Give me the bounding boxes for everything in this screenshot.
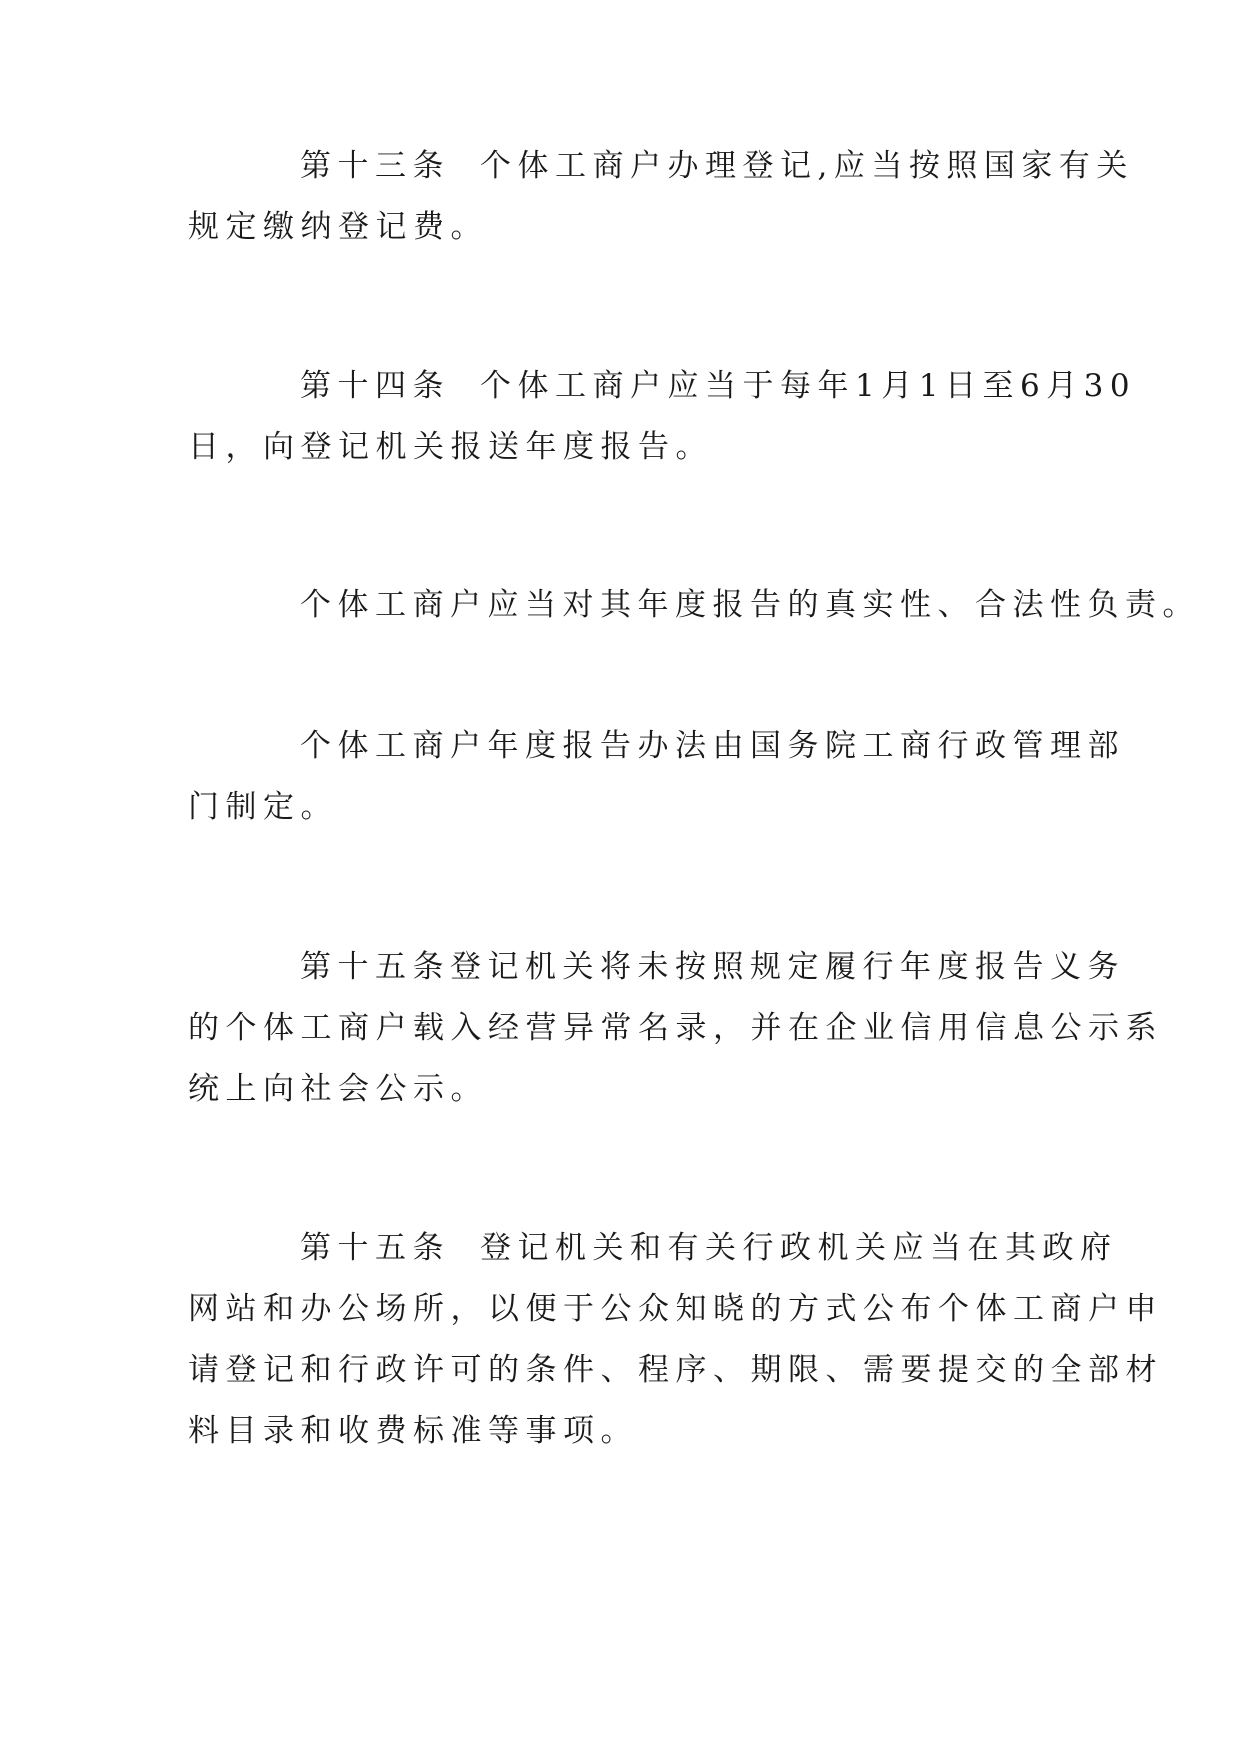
paragraph-text: 个体工商户办理登记,应当按照国家有关 <box>480 148 1134 184</box>
paragraph-article-13 <box>188 136 1134 258</box>
article-number: 第十四条 <box>300 368 450 404</box>
paragraph-article-15-public-notice <box>188 1218 1163 1462</box>
paragraph-line: 网站和办公场所，以便于公众知晓的方式公布个体工商户申 <box>188 1291 1163 1327</box>
paragraph-line: 请登记和行政许可的条件、程序、期限、需要提交的全部材 <box>188 1352 1163 1388</box>
paragraph-article-14 <box>188 356 1137 478</box>
paragraph-line: 第十五条登记机关将未按照规定履行年度报告义务 <box>300 949 1125 985</box>
paragraph-line <box>188 356 1137 417</box>
paragraph-text: 个体工商户应当于每年1月1日至6月30 <box>480 368 1137 404</box>
paragraph-line: 个体工商户年度报告办法由国务院工商行政管理部 <box>300 728 1125 764</box>
paragraph-article-15-abnormal-list <box>188 937 1163 1120</box>
paragraph-line: 个体工商户应当对其年度报告的真实性、合法性负责。 <box>300 587 1200 623</box>
article-number: 第十五条 <box>300 1230 450 1266</box>
paragraph-line: 的个体工商户载入经营异常名录，并在企业信用信息公示系 <box>188 1010 1163 1046</box>
paragraph-report-responsibility <box>188 575 1200 636</box>
paragraph-line <box>188 1218 1118 1279</box>
paragraph-line: 日，向登记机关报送年度报告。 <box>188 429 713 465</box>
paragraph-line: 统上向社会公示。 <box>188 1071 488 1107</box>
paragraph-text: 登记机关和有关行政机关应当在其政府 <box>480 1230 1118 1266</box>
paragraph-line: 门制定。 <box>188 789 338 825</box>
paragraph-line: 料目录和收费标准等事项。 <box>188 1413 638 1449</box>
article-number: 第十三条 <box>300 148 450 184</box>
paragraph-line <box>188 136 1134 197</box>
paragraph-line: 规定缴纳登记费。 <box>188 209 488 245</box>
paragraph-report-method <box>188 716 1125 838</box>
